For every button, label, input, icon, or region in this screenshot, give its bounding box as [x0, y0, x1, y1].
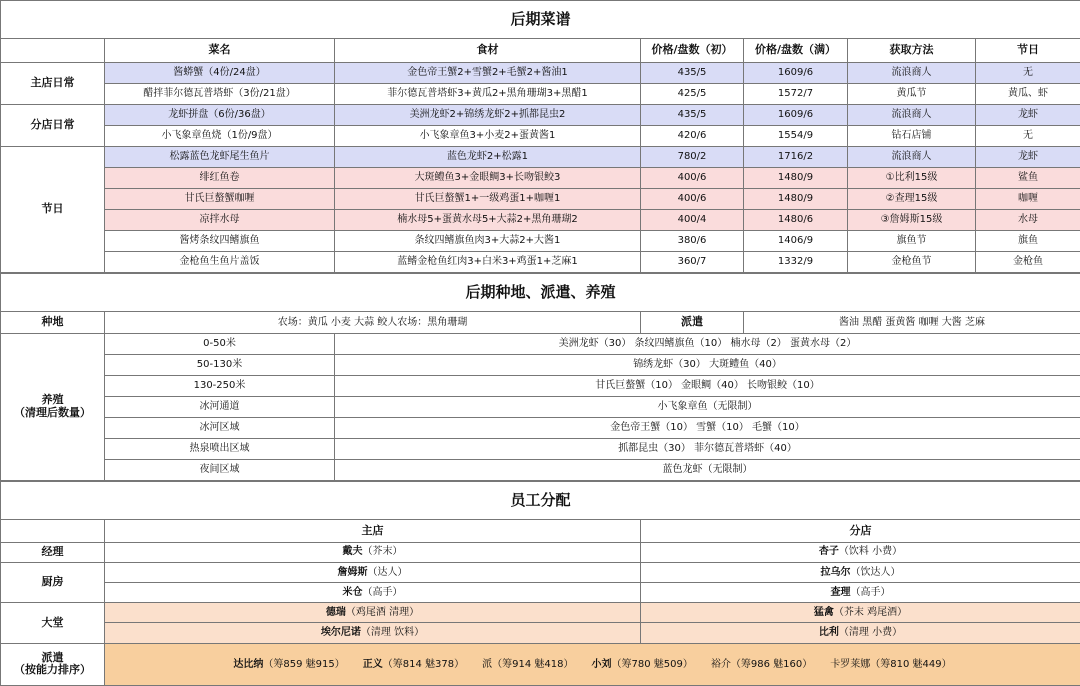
dish-name: 酱蟒蟹（4份/24盘）: [105, 63, 335, 84]
festival: 咖喱: [976, 189, 1080, 210]
dispatch-person-stats: （筹986 魅160）: [731, 659, 812, 670]
staff-header-blank: [1, 520, 105, 542]
dish-ingredients: 条纹四鳍旗鱼肉3+大蒜2+大酱1: [335, 231, 641, 252]
dispatch-person: [711, 659, 812, 670]
depth-zone: 0-50米: [105, 334, 335, 355]
depth-zone: 冰河区域: [105, 418, 335, 439]
obtain-method: 流浪商人: [848, 147, 976, 168]
price-max: 1572/7: [744, 84, 848, 105]
breed-label-sub: （清理后数量）: [3, 407, 102, 420]
dispatch-person-stats: （筹914 魅418）: [492, 659, 573, 670]
festival: 水母: [976, 210, 1080, 231]
price-max: 1480/9: [744, 168, 848, 189]
header-main-store: 主店: [105, 520, 641, 542]
breed-label-main: 养殖: [3, 394, 102, 407]
recipes-table: [0, 0, 1080, 273]
dispatch-person-stats: （筹810 魅449）: [870, 659, 951, 670]
group-label: 节日: [1, 147, 105, 273]
price-initial: 380/6: [641, 231, 744, 252]
header-0: 菜名: [105, 39, 335, 63]
dish-name: 甘氏巨螯蟹咖喱: [105, 189, 335, 210]
dish-ingredients: 美洲龙虾2+锦绣龙虾2+抓都昆虫2: [335, 105, 641, 126]
staff-skills: （清理 饮料）: [361, 627, 424, 638]
dispatch-person: [592, 659, 693, 670]
staff-name: 杏子: [819, 546, 839, 557]
dispatch-person: [363, 659, 464, 670]
dispatch-person-name: 卡罗莱娜: [830, 659, 870, 670]
depth-zone: 夜间区域: [105, 460, 335, 481]
role-label: 大堂: [1, 603, 105, 643]
staff-name: 詹姆斯: [338, 567, 368, 578]
staff-name: 戴夫: [343, 546, 363, 557]
festival: 黄瓜、虾: [976, 84, 1080, 105]
staff-skills: （高手）: [851, 587, 891, 598]
dispatch-person-stats: （筹814 魅378）: [383, 659, 464, 670]
obtain-method: 流浪商人: [848, 105, 976, 126]
header-1: 食材: [335, 39, 641, 63]
dispatch-person-name: 裕介: [711, 659, 731, 670]
staff-skills: （达人）: [368, 567, 408, 578]
depth-zone: 50-130米: [105, 355, 335, 376]
staff-title: 员工分配: [1, 482, 1080, 520]
obtain-method: ①比利15级: [848, 168, 976, 189]
festival: 龙虾: [976, 147, 1080, 168]
staff-skills: （饮达人）: [851, 567, 901, 578]
obtain-method: 旗鱼节: [848, 231, 976, 252]
price-initial: 780/2: [641, 147, 744, 168]
dispatch-person: [830, 659, 951, 670]
dispatch-person-name: 正义: [363, 659, 383, 670]
dish-ingredients: 蓝色龙虾2+松露1: [335, 147, 641, 168]
dish-name: 金枪鱼生鱼片盖饭: [105, 252, 335, 273]
depth-zone: 冰河通道: [105, 397, 335, 418]
dispatch-staff-label-main: 派遣: [3, 652, 102, 665]
staff-skills: （饮料 小费）: [839, 546, 902, 557]
breed-items: 甘氏巨螯蟹（10） 金眼鲷（40） 长吻银鲛（10）: [335, 376, 1080, 397]
role-label: 厨房: [1, 562, 105, 602]
festival: 旗鱼: [976, 231, 1080, 252]
staff-name: 查理: [831, 587, 851, 598]
header-branch-store: 分店: [641, 520, 1080, 542]
price-max: 1554/9: [744, 126, 848, 147]
price-initial: 435/5: [641, 105, 744, 126]
breed-items: 锦绣龙虾（30） 大斑鳢鱼（40）: [335, 355, 1080, 376]
header-2: 价格/盘数（初）: [641, 39, 744, 63]
price-max: 1609/6: [744, 63, 848, 84]
staff-name: 比利: [819, 627, 839, 638]
staff-skills: （芥末 鸡尾酒）: [834, 607, 907, 618]
festival: 无: [976, 126, 1080, 147]
dispatch-staff-label-sub: （按能力排序）: [3, 664, 102, 677]
branch-store-staff: [641, 542, 1080, 562]
breed-items: 金色帝王蟹（10） 雪蟹（10） 毛蟹（10）: [335, 418, 1080, 439]
festival: 金枪鱼: [976, 252, 1080, 273]
dispatch-staff-list: [105, 643, 1080, 685]
price-initial: 420/6: [641, 126, 744, 147]
dispatch-label: 派遣: [641, 312, 744, 334]
price-max: 1480/9: [744, 189, 848, 210]
dish-name: 绯红鱼卷: [105, 168, 335, 189]
dispatch-person-name: 小刘: [592, 659, 612, 670]
dish-ingredients: 蓝鳍金枪鱼红肉3+白米3+鸡蛋1+芝麻1: [335, 252, 641, 273]
dispatch-person-stats: （筹780 魅509）: [612, 659, 693, 670]
dish-name: 凉拌水母: [105, 210, 335, 231]
dish-ingredients: 金色帝王蟹2+雪蟹2+毛蟹2+酱油1: [335, 63, 641, 84]
breed-items: 蓝色龙虾（无限制）: [335, 460, 1080, 481]
price-initial: 400/6: [641, 168, 744, 189]
breed-items: 抓都昆虫（30） 菲尔德瓦普塔虾（40）: [335, 439, 1080, 460]
dispatch-person: [233, 659, 344, 670]
staff-skills: （高手）: [363, 587, 403, 598]
main-store-staff: [105, 623, 641, 643]
staff-skills: （芥末）: [363, 546, 403, 557]
breed-label: [1, 334, 105, 481]
price-initial: 400/6: [641, 189, 744, 210]
main-store-staff: [105, 603, 641, 623]
dispatch-staff-label: [1, 643, 105, 685]
branch-store-staff: [641, 603, 1080, 623]
depth-zone: 热泉喷出区域: [105, 439, 335, 460]
farm-label: 种地: [1, 312, 105, 334]
dish-name: 小飞象章鱼烧（1份/9盘）: [105, 126, 335, 147]
branch-store-staff: [641, 582, 1080, 602]
dish-ingredients: 大斑鳢鱼3+金眼鲷3+长吻银鲛3: [335, 168, 641, 189]
festival: 无: [976, 63, 1080, 84]
obtain-method: 金枪鱼节: [848, 252, 976, 273]
farming-title: 后期种地、派遣、养殖: [1, 274, 1080, 312]
obtain-method: ②查理15级: [848, 189, 976, 210]
breed-items: 小飞象章鱼（无限制）: [335, 397, 1080, 418]
dish-name: 龙虾拼盘（6份/36盘）: [105, 105, 335, 126]
price-max: 1332/9: [744, 252, 848, 273]
dish-name: 酱烤条纹四鳍旗鱼: [105, 231, 335, 252]
dispatch-person-name: 派: [482, 659, 492, 670]
header-3: 价格/盘数（满）: [744, 39, 848, 63]
price-max: 1609/6: [744, 105, 848, 126]
main-store-staff: [105, 542, 641, 562]
dish-ingredients: 小飞象章鱼3+小麦2+蛋黄酱1: [335, 126, 641, 147]
staff-skills: （清理 小费）: [839, 627, 902, 638]
main-store-staff: [105, 582, 641, 602]
price-initial: 425/5: [641, 84, 744, 105]
staff-name: 米仓: [343, 587, 363, 598]
price-initial: 400/4: [641, 210, 744, 231]
price-max: 1716/2: [744, 147, 848, 168]
staff-name: 猛禽: [814, 607, 834, 618]
staff-name: 德瑞: [326, 607, 346, 618]
header-4: 获取方法: [848, 39, 976, 63]
recipes-title: 后期菜谱: [1, 1, 1080, 39]
breed-items: 美洲龙虾（30） 条纹四鳍旗鱼（10） 楠水母（2） 蛋黄水母（2）: [335, 334, 1080, 355]
header-blank: [1, 39, 105, 63]
role-label: 经理: [1, 542, 105, 562]
staff-name: 拉乌尔: [821, 567, 851, 578]
price-max: 1480/6: [744, 210, 848, 231]
dish-ingredients: 甘氏巨螯蟹1+一级鸡蛋1+咖喱1: [335, 189, 641, 210]
dispatch-text: 酱油 黑醋 蛋黄酱 咖喱 大酱 芝麻: [744, 312, 1080, 334]
dish-name: 醋拌菲尔德瓦普塔虾（3份/21盘）: [105, 84, 335, 105]
branch-store-staff: [641, 562, 1080, 582]
festival: 龙虾: [976, 105, 1080, 126]
group-label: 分店日常: [1, 105, 105, 147]
farm-text: 农场：黄瓜 小麦 大蒜 鲛人农场：黑角珊瑚: [105, 312, 641, 334]
dispatch-person: [482, 659, 573, 670]
dish-ingredients: 菲尔德瓦普塔虾3+黄瓜2+黑角珊瑚3+黑醋1: [335, 84, 641, 105]
obtain-method: 流浪商人: [848, 63, 976, 84]
obtain-method: ③詹姆斯15级: [848, 210, 976, 231]
obtain-method: 黄瓜节: [848, 84, 976, 105]
price-initial: 435/5: [641, 63, 744, 84]
depth-zone: 130-250米: [105, 376, 335, 397]
main-store-staff: [105, 562, 641, 582]
dispatch-person-stats: （筹859 魅915）: [263, 659, 344, 670]
staff-name: 埃尔尼诺: [321, 627, 361, 638]
staff-table: [0, 481, 1080, 686]
header-5: 节日: [976, 39, 1080, 63]
branch-store-staff: [641, 623, 1080, 643]
dish-ingredients: 楠水母5+蛋黄水母5+大蒜2+黑角珊瑚2: [335, 210, 641, 231]
obtain-method: 钻石店铺: [848, 126, 976, 147]
price-max: 1406/9: [744, 231, 848, 252]
group-label: 主店日常: [1, 63, 105, 105]
price-initial: 360/7: [641, 252, 744, 273]
dish-name: 松露蓝色龙虾尾生鱼片: [105, 147, 335, 168]
dispatch-person-name: 达比纳: [233, 659, 263, 670]
staff-skills: （鸡尾酒 清理）: [346, 607, 419, 618]
festival: 鲨鱼: [976, 168, 1080, 189]
farming-table: [0, 273, 1080, 481]
